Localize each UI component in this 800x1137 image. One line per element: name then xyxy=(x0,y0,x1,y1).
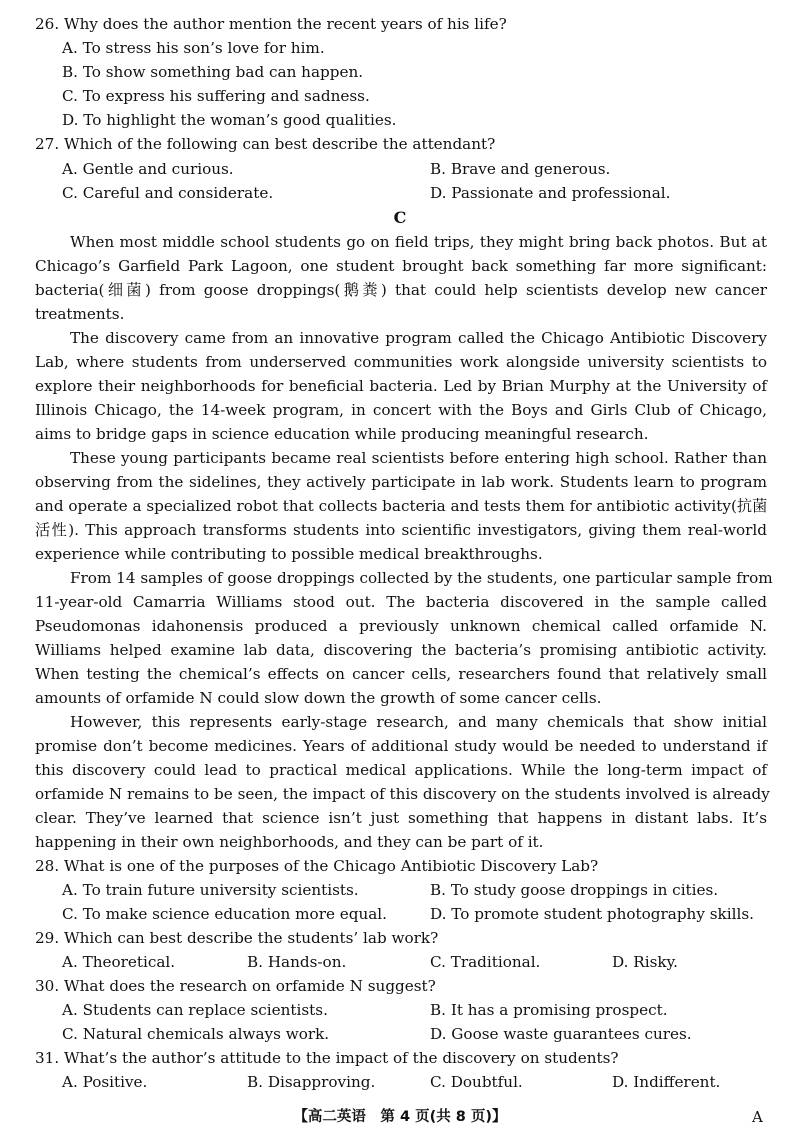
passage-line: When most middle school students go on field trips, they might bring back photos. But at xyxy=(70,233,767,251)
passage-line: bacteria(细菌) from goose droppings(鹅粪) that could help scientists develop new cancer xyxy=(35,281,767,299)
question-28-option-b: B. To study goose droppings in cities. xyxy=(430,881,719,899)
question-26-option-d: D. To highlight the woman’s good qualities. xyxy=(62,111,397,129)
question-30-option-c: C. Natural chemicals always work. xyxy=(62,1025,330,1043)
question-28-stem: 28. What is one of the purposes of the Chicago Antibiotic Discovery Lab? xyxy=(35,857,599,875)
passage-line: and operate a specialized robot that collects bacteria and tests them for antibiotic activity(抗菌 xyxy=(35,497,768,515)
question-29-option-b: B. Hands-on. xyxy=(247,953,347,971)
question-30-option-b: B. It has a promising prospect. xyxy=(430,1001,668,1019)
passage-line: orfamide N remains to be seen, the impact of this discovery on the students involved is already xyxy=(35,785,770,803)
passage-line: Williams helped examine lab data, discovering the bacteria’s promising antibiotic activity. xyxy=(35,641,767,659)
passage-line: treatments. xyxy=(35,305,125,323)
question-26-option-a: A. To stress his son’s love for him. xyxy=(62,39,325,57)
question-30-stem: 30. What does the research on orfamide N suggest? xyxy=(35,977,436,995)
question-31-stem: 31. What’s the author’s attitude to the impact of the discovery on students? xyxy=(35,1049,619,1067)
passage-line: amounts of orfamide N could slow down the growth of some cancer cells. xyxy=(35,689,602,707)
question-30-option-a: A. Students can replace scientists. xyxy=(62,1001,328,1019)
passage-line: However, this represents early-stage research, and many chemicals that show initial xyxy=(70,713,767,731)
passage-line: 11-year-old Camarria Williams stood out. The bacteria discovered in the sample called xyxy=(35,593,767,611)
passage-line: Illinois Chicago, the 14-week program, in concert with the Boys and Girls Club of Chicago, xyxy=(35,401,767,419)
question-27-stem: 27. Which of the following can best describe the attendant? xyxy=(35,135,496,153)
question-28-option-d: D. To promote student photography skills. xyxy=(430,905,754,923)
passage-line: clear. They’ve learned that science isn’t just something that happens in distant labs. It’s xyxy=(35,809,767,827)
question-30-option-d: D. Goose waste guarantees cures. xyxy=(430,1025,692,1043)
question-27-option-d: D. Passionate and professional. xyxy=(430,184,671,202)
question-29-option-d: D. Risky. xyxy=(612,953,678,971)
passage-line: From 14 samples of goose droppings collected by the students, one particular sample from xyxy=(70,569,773,587)
question-31-option-d: D. Indifferent. xyxy=(612,1073,721,1091)
question-31-option-b: B. Disapproving. xyxy=(247,1073,376,1091)
passage-line: Chicago’s Garfield Park Lagoon, one student brought back something far more significant: xyxy=(35,257,767,275)
passage-line: happening in their own neighborhoods, and they can be part of it. xyxy=(35,833,544,851)
question-27-option-c: C. Careful and considerate. xyxy=(62,184,274,202)
question-26-stem: 26. Why does the author mention the recent years of his life? xyxy=(35,15,507,33)
passage-line: The discovery came from an innovative program called the Chicago Antibiotic Discovery xyxy=(70,329,767,347)
question-28-option-c: C. To make science education more equal. xyxy=(62,905,387,923)
page-footer: 【高二英语 第 4 页(共 8 页)】 xyxy=(293,1109,507,1125)
question-26-option-b: B. To show something bad can happen. xyxy=(62,63,364,81)
passage-line: promise don’t become medicines. Years of additional study would be needed to understand if xyxy=(35,737,767,755)
passage-line: When testing the chemical’s effects on cancer cells, researchers found that relatively small xyxy=(35,665,767,683)
paper-version: A xyxy=(752,1108,763,1126)
passage-line: Pseudomonas idahonensis produced a previously unknown chemical called orfamide N. xyxy=(35,617,767,635)
passage-line: this discovery could lead to practical medical applications. While the long-term impact of xyxy=(35,761,767,779)
question-29-stem: 29. Which can best describe the students’ lab work? xyxy=(35,929,439,947)
passage-line: explore their neighborhoods for beneficial bacteria. Led by Brian Murphy at the University of xyxy=(35,377,767,395)
question-29-option-c: C. Traditional. xyxy=(430,953,541,971)
section-c-heading: C xyxy=(393,208,407,227)
passage-line: Lab, where students from underserved communities work alongside university scientists to xyxy=(35,353,767,371)
question-31-option-a: A. Positive. xyxy=(62,1073,148,1091)
question-27-option-b: B. Brave and generous. xyxy=(430,160,611,178)
question-26-option-c: C. To express his suffering and sadness. xyxy=(62,87,370,105)
question-27-option-a: A. Gentle and curious. xyxy=(62,160,234,178)
passage-line: aims to bridge gaps in science education while producing meaningful research. xyxy=(35,425,649,443)
passage-line: 活性). This approach transforms students into scientific investigators, giving them real-world xyxy=(35,521,767,539)
question-29-option-a: A. Theoretical. xyxy=(62,953,176,971)
passage-line: experience while contributing to possible medical breakthroughs. xyxy=(35,545,543,563)
question-31-option-c: C. Doubtful. xyxy=(430,1073,523,1091)
question-28-option-a: A. To train future university scientists. xyxy=(62,881,359,899)
passage-line: These young participants became real scientists before entering high school. Rather than xyxy=(70,449,767,467)
passage-line: observing from the sidelines, they actively participate in lab work. Students learn to program xyxy=(35,473,767,491)
